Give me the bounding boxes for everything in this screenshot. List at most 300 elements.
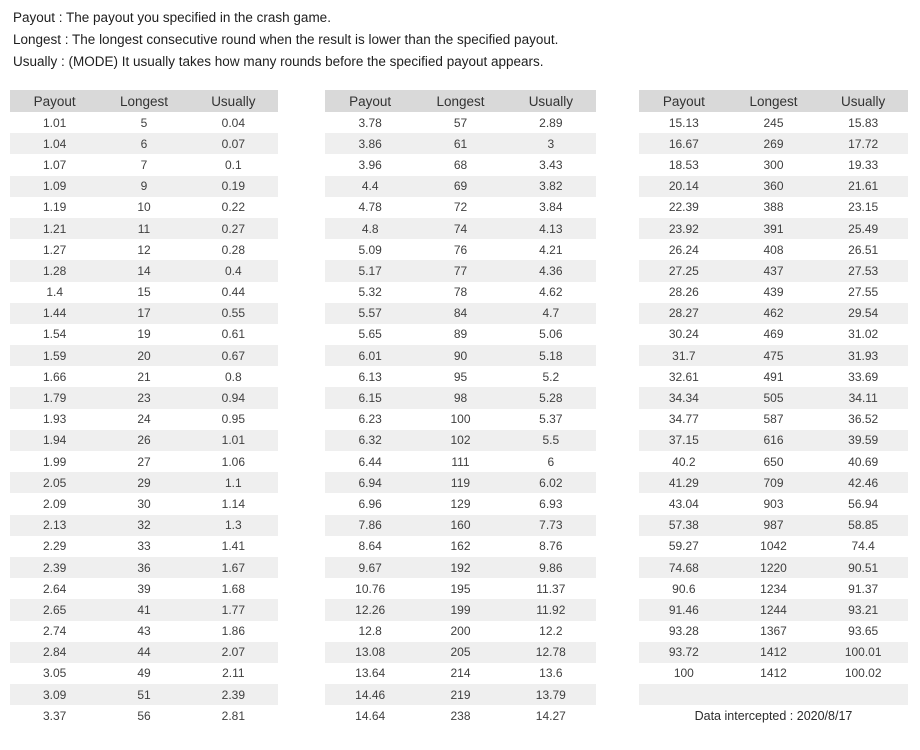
longest-cell: 1367: [760, 624, 787, 639]
usually-cell: 91.37: [848, 581, 879, 596]
table-row: [325, 154, 596, 175]
table-row: [639, 345, 908, 366]
table-row: [325, 260, 596, 281]
description-line-payout: Payout : The payout you specified in the crash game.: [13, 10, 331, 25]
longest-cell: 56: [137, 708, 151, 723]
table-row: [325, 282, 596, 303]
longest-cell: 360: [763, 179, 784, 194]
payout-cell: 2.39: [42, 560, 67, 575]
payout-cell: 1.54: [42, 327, 67, 342]
usually-cell: 6.02: [539, 475, 563, 490]
table-row: [639, 557, 908, 578]
longest-cell: 491: [763, 369, 784, 384]
usually-cell: 3.82: [539, 179, 563, 194]
payout-cell: 37.15: [668, 433, 699, 448]
usually-cell: 5.2: [542, 369, 560, 384]
payout-cell: 1.66: [42, 369, 67, 384]
data-intercepted-note: Data intercepted : 2020/8/17: [639, 705, 908, 726]
table-row: [10, 621, 278, 642]
longest-cell: 68: [453, 157, 468, 172]
usually-cell: 0.8: [224, 369, 242, 384]
payout-cell: 1.99: [42, 454, 67, 469]
payout-cell: 4.78: [358, 200, 382, 215]
longest-cell: 44: [137, 645, 151, 660]
longest-cell: 30: [137, 496, 151, 511]
column-header-longest: Longest: [436, 93, 485, 109]
table-row: [325, 684, 596, 705]
table-row: [10, 578, 278, 599]
table-row: [10, 493, 278, 514]
payout-cell: 6.94: [358, 475, 382, 490]
table-row: [10, 303, 278, 324]
payout-cell: 4.8: [361, 221, 379, 236]
usually-cell: 23.15: [848, 200, 879, 215]
longest-cell: 33: [137, 539, 151, 554]
payout-cell: 3.78: [358, 115, 382, 130]
longest-cell: 162: [450, 539, 471, 554]
usually-cell: 2.81: [221, 708, 245, 723]
table-row: [639, 260, 908, 281]
usually-cell: 8.76: [539, 539, 563, 554]
usually-cell: 31.93: [848, 348, 879, 363]
longest-cell: 192: [450, 560, 471, 575]
payout-cell: 3.86: [358, 136, 382, 151]
payout-cell: 1.79: [42, 391, 67, 406]
usually-cell: 1.41: [221, 539, 245, 554]
longest-cell: 100: [450, 412, 471, 427]
longest-cell: 89: [453, 327, 468, 342]
table-row: [325, 493, 596, 514]
payout-cell: 2.65: [42, 602, 67, 617]
payout-cell: 1.4: [46, 285, 63, 300]
payout-cell: 31.7: [672, 348, 696, 363]
payout-cell: 3.09: [42, 687, 67, 702]
table-row: [10, 472, 278, 493]
usually-cell: 11.37: [536, 581, 566, 596]
usually-cell: 26.51: [848, 242, 879, 257]
table-row: [10, 282, 278, 303]
longest-cell: 269: [763, 136, 784, 151]
payout-cell: 27.25: [668, 263, 699, 278]
usually-cell: 6: [547, 454, 555, 469]
table-row: [325, 705, 596, 726]
table-row: [325, 599, 596, 620]
description-line-usually: Usually : (MODE) It usually takes how many rounds before the specified payout appears.: [13, 54, 544, 69]
usually-cell: 1.01: [221, 433, 245, 448]
usually-cell: 0.4: [224, 263, 242, 278]
usually-cell: 39.59: [848, 433, 879, 448]
longest-cell: 61: [453, 136, 468, 151]
longest-cell: 102: [450, 433, 471, 448]
payout-cell: 1.09: [42, 179, 67, 194]
payout-cell: 1.21: [42, 221, 67, 236]
table-row: [10, 663, 278, 684]
usually-cell: 34.11: [848, 391, 878, 406]
table-row: [325, 663, 596, 684]
usually-cell: 0.04: [221, 115, 245, 130]
usually-cell: 1.86: [221, 624, 245, 639]
table-row: [10, 515, 278, 536]
table-row: [639, 218, 908, 239]
longest-cell: 200: [450, 624, 471, 639]
table-row: [639, 663, 908, 684]
usually-cell: 27.55: [848, 285, 879, 300]
usually-cell: 25.49: [848, 221, 879, 236]
longest-cell: 408: [763, 242, 784, 257]
table-row: [639, 154, 908, 175]
table-row: [639, 112, 908, 133]
table-row: [639, 451, 908, 472]
payout-cell: 1.59: [42, 348, 67, 363]
usually-cell: 0.27: [221, 221, 245, 236]
payout-cell: 57.38: [668, 518, 699, 533]
payout-cell: 34.34: [668, 391, 699, 406]
table-row: [10, 366, 278, 387]
column-header-longest: Longest: [119, 93, 169, 109]
payout-cell: 34.77: [668, 412, 699, 427]
longest-cell: 51: [137, 687, 151, 702]
longest-cell: 26: [137, 433, 151, 448]
table-row: [325, 197, 596, 218]
payout-cell: 1.93: [42, 412, 67, 427]
longest-cell: 238: [450, 708, 471, 723]
table-row: [639, 176, 908, 197]
table-row: [325, 345, 596, 366]
table-row: [10, 345, 278, 366]
usually-cell: 100.01: [844, 645, 882, 660]
table-row: [10, 642, 278, 663]
payout-cell: 3.96: [358, 157, 382, 172]
table-row: [325, 430, 596, 451]
longest-cell: 69: [453, 179, 468, 194]
longest-cell: 650: [763, 454, 784, 469]
longest-cell: 199: [450, 602, 471, 617]
usually-cell: 12.2: [539, 624, 563, 639]
table-row: [325, 133, 596, 154]
payout-cell: 1.27: [42, 242, 67, 257]
usually-cell: 5.37: [539, 412, 563, 427]
table-row: [10, 705, 278, 726]
payout-cell: 8.64: [358, 539, 382, 554]
payout-cell: 22.39: [668, 200, 699, 215]
usually-cell: 12.78: [535, 645, 566, 660]
longest-cell: 43: [137, 624, 151, 639]
table-row: [325, 515, 596, 536]
legend-description: [13, 7, 558, 73]
table-row: [639, 197, 908, 218]
payout-cell: 32.61: [668, 369, 699, 384]
column-header-payout: Payout: [662, 93, 705, 109]
payout-cell: 2.64: [42, 581, 67, 596]
usually-cell: 0.44: [221, 285, 245, 300]
longest-cell: 391: [763, 221, 784, 236]
usually-cell: 5.18: [539, 348, 563, 363]
longest-cell: 15: [137, 285, 151, 300]
usually-cell: 0.28: [221, 242, 245, 257]
usually-cell: 0.1: [224, 157, 242, 172]
usually-cell: 40.69: [848, 454, 879, 469]
table-header-row: [325, 90, 596, 112]
payout-cell: 100: [673, 666, 694, 681]
payout-cell: 1.07: [42, 157, 67, 172]
table-row: [10, 176, 278, 197]
longest-cell: 505: [763, 391, 784, 406]
table-row: [325, 621, 596, 642]
table-row: [325, 536, 596, 557]
payout-cell: 1.01: [42, 115, 67, 130]
table-row: [10, 430, 278, 451]
table-row: [639, 239, 908, 260]
longest-cell: 12: [137, 242, 151, 257]
longest-cell: 7: [140, 157, 148, 172]
payout-cell: 1.19: [42, 200, 67, 215]
table-row: [639, 324, 908, 345]
table-row: [10, 557, 278, 578]
column-header-payout: Payout: [349, 93, 392, 109]
table-row: [325, 451, 596, 472]
table-row: [639, 409, 908, 430]
payout-cell: 90.6: [672, 581, 696, 596]
usually-cell: 4.62: [539, 285, 563, 300]
table-header-row: [639, 90, 908, 112]
longest-cell: 84: [453, 306, 468, 321]
longest-cell: 27: [137, 454, 151, 469]
table-row: [325, 578, 596, 599]
table-row: [639, 303, 908, 324]
usually-cell: 21.61: [848, 179, 879, 194]
usually-cell: 13.6: [539, 666, 563, 681]
payout-cell: 4.4: [361, 179, 379, 194]
usually-cell: 15.83: [848, 115, 879, 130]
longest-cell: 78: [453, 285, 468, 300]
usually-cell: 0.55: [221, 306, 245, 321]
payout-cell: 6.23: [358, 412, 382, 427]
usually-cell: 3.43: [539, 157, 563, 172]
table-row: [639, 493, 908, 514]
longest-cell: 205: [450, 645, 471, 660]
payout-cell: 26.24: [668, 242, 699, 257]
payout-table-high: [639, 90, 908, 726]
table-row: [325, 239, 596, 260]
payout-cell: 18.53: [668, 157, 699, 172]
table-row: [10, 451, 278, 472]
payout-cell: 28.26: [668, 285, 699, 300]
longest-cell: 5: [140, 115, 148, 130]
usually-cell: 0.19: [221, 179, 245, 194]
usually-cell: 4.13: [539, 221, 563, 236]
payout-cell: 30.24: [668, 327, 699, 342]
table-row: [639, 387, 908, 408]
table-row: [10, 133, 278, 154]
payout-cell: 74.68: [668, 560, 699, 575]
longest-cell: 903: [763, 496, 784, 511]
longest-cell: 987: [763, 518, 784, 533]
longest-cell: 219: [450, 687, 471, 702]
table-row: [325, 218, 596, 239]
payout-cell: 1.28: [42, 263, 67, 278]
table-row: [325, 366, 596, 387]
longest-cell: 11: [137, 221, 151, 236]
longest-cell: 388: [763, 200, 784, 215]
payout-cell: 5.32: [358, 285, 382, 300]
payout-cell: 2.74: [42, 624, 67, 639]
table-row: [325, 557, 596, 578]
longest-cell: 129: [450, 496, 471, 511]
payout-cell: 13.64: [355, 666, 386, 681]
longest-cell: 74: [453, 221, 468, 236]
longest-cell: 19: [137, 327, 151, 342]
table-row: [639, 472, 908, 493]
longest-cell: 6: [140, 136, 148, 151]
payout-cell: 91.46: [668, 602, 699, 617]
table-row: [639, 642, 908, 663]
longest-cell: 95: [453, 369, 468, 384]
payout-cell: 2.13: [42, 518, 67, 533]
table-row: [325, 387, 596, 408]
longest-cell: 24: [137, 412, 151, 427]
table-row: [639, 366, 908, 387]
usually-cell: 31.02: [848, 327, 879, 342]
table-row: [10, 387, 278, 408]
usually-cell: 33.69: [848, 369, 879, 384]
usually-cell: 27.53: [848, 263, 879, 278]
table-row: [10, 409, 278, 430]
longest-cell: 23: [137, 391, 151, 406]
table-row: [10, 239, 278, 260]
longest-cell: 17: [137, 306, 151, 321]
usually-cell: 17.72: [848, 136, 879, 151]
longest-cell: 29: [137, 475, 151, 490]
payout-cell: 1.44: [42, 306, 67, 321]
payout-cell: 5.65: [358, 327, 382, 342]
longest-cell: 9: [140, 179, 148, 194]
payout-cell: 1.04: [42, 136, 67, 151]
longest-cell: 76: [453, 242, 468, 257]
usually-cell: 5.28: [539, 391, 563, 406]
longest-cell: 72: [453, 200, 468, 215]
payout-cell: 6.96: [358, 496, 382, 511]
payout-cell: 20.14: [668, 179, 699, 194]
usually-cell: 6.93: [539, 496, 563, 511]
usually-cell: 1.77: [221, 602, 245, 617]
payout-cell: 93.72: [668, 645, 699, 660]
payout-cell: 59.27: [668, 539, 699, 554]
usually-cell: 42.46: [848, 475, 879, 490]
payout-cell: 12.26: [355, 602, 386, 617]
usually-cell: 2.39: [221, 687, 245, 702]
payout-cell: 3.37: [42, 708, 67, 723]
payout-cell: 12.8: [358, 624, 382, 639]
usually-cell: 90.51: [848, 560, 879, 575]
usually-cell: 1.67: [221, 560, 245, 575]
payout-cell: 13.08: [355, 645, 386, 660]
longest-cell: 49: [137, 666, 151, 681]
usually-cell: 19.33: [848, 157, 879, 172]
usually-cell: 56.94: [848, 496, 879, 511]
payout-cell: 1.94: [42, 433, 67, 448]
column-header-usually: Usually: [528, 93, 573, 109]
payout-cell: 43.04: [668, 496, 699, 511]
longest-cell: 119: [450, 475, 471, 490]
usually-cell: 9.86: [539, 560, 563, 575]
payout-cell: 2.09: [42, 496, 67, 511]
usually-cell: 58.85: [848, 518, 879, 533]
usually-cell: 2.11: [222, 666, 245, 681]
description-line-longest: Longest : The longest consecutive round when the result is lower than the specified payout.: [13, 32, 559, 47]
longest-cell: 462: [763, 306, 784, 321]
longest-cell: 36: [137, 560, 151, 575]
longest-cell: 245: [763, 115, 784, 130]
longest-cell: 90: [453, 348, 468, 363]
usually-cell: 4.7: [542, 306, 560, 321]
table-row: [10, 599, 278, 620]
longest-cell: 709: [763, 475, 784, 490]
usually-cell: 74.4: [851, 539, 875, 554]
usually-cell: 0.95: [221, 412, 245, 427]
usually-cell: 1.14: [221, 496, 245, 511]
payout-cell: 6.01: [358, 348, 382, 363]
usually-cell: 2.89: [539, 115, 563, 130]
payout-cell: 40.2: [672, 454, 696, 469]
payout-cell: 14.46: [355, 687, 386, 702]
table-header-row: [10, 90, 278, 112]
payout-cell: 5.17: [358, 263, 382, 278]
usually-cell: 93.21: [848, 602, 879, 617]
usually-cell: 4.21: [539, 242, 563, 257]
usually-cell: 3: [547, 136, 555, 151]
empty-row: [639, 684, 908, 705]
payout-cell: 5.57: [358, 306, 382, 321]
usually-cell: 7.73: [539, 518, 563, 533]
usually-cell: 5.06: [539, 327, 563, 342]
longest-cell: 14: [137, 263, 151, 278]
table-row: [10, 218, 278, 239]
column-header-payout: Payout: [33, 93, 76, 109]
table-row: [10, 324, 278, 345]
table-row: [325, 409, 596, 430]
usually-cell: 1.68: [221, 581, 245, 596]
usually-cell: 4.36: [539, 263, 563, 278]
longest-cell: 98: [453, 391, 468, 406]
longest-cell: 195: [450, 581, 471, 596]
payout-cell: 3.05: [42, 666, 67, 681]
payout-table-mid: [325, 90, 596, 726]
longest-cell: 39: [137, 581, 151, 596]
longest-cell: 300: [763, 157, 784, 172]
table-row: [325, 472, 596, 493]
payout-cell: 2.84: [42, 645, 67, 660]
table-row: [10, 536, 278, 557]
table-row: [325, 303, 596, 324]
table-row: [325, 642, 596, 663]
usually-cell: 0.07: [221, 136, 245, 151]
longest-cell: 1412: [760, 645, 787, 660]
longest-cell: 437: [763, 263, 784, 278]
table-row: [639, 515, 908, 536]
usually-cell: 93.65: [848, 624, 879, 639]
longest-cell: 77: [453, 263, 468, 278]
table-row: [10, 260, 278, 281]
table-row: [325, 112, 596, 133]
payout-cell: 14.64: [355, 708, 386, 723]
payout-cell: 41.29: [668, 475, 699, 490]
usually-cell: 1.06: [221, 454, 245, 469]
usually-cell: 14.27: [535, 708, 566, 723]
longest-cell: 41: [137, 602, 151, 617]
table-row: [639, 599, 908, 620]
payout-cell: 2.29: [42, 539, 67, 554]
longest-cell: 20: [137, 348, 151, 363]
